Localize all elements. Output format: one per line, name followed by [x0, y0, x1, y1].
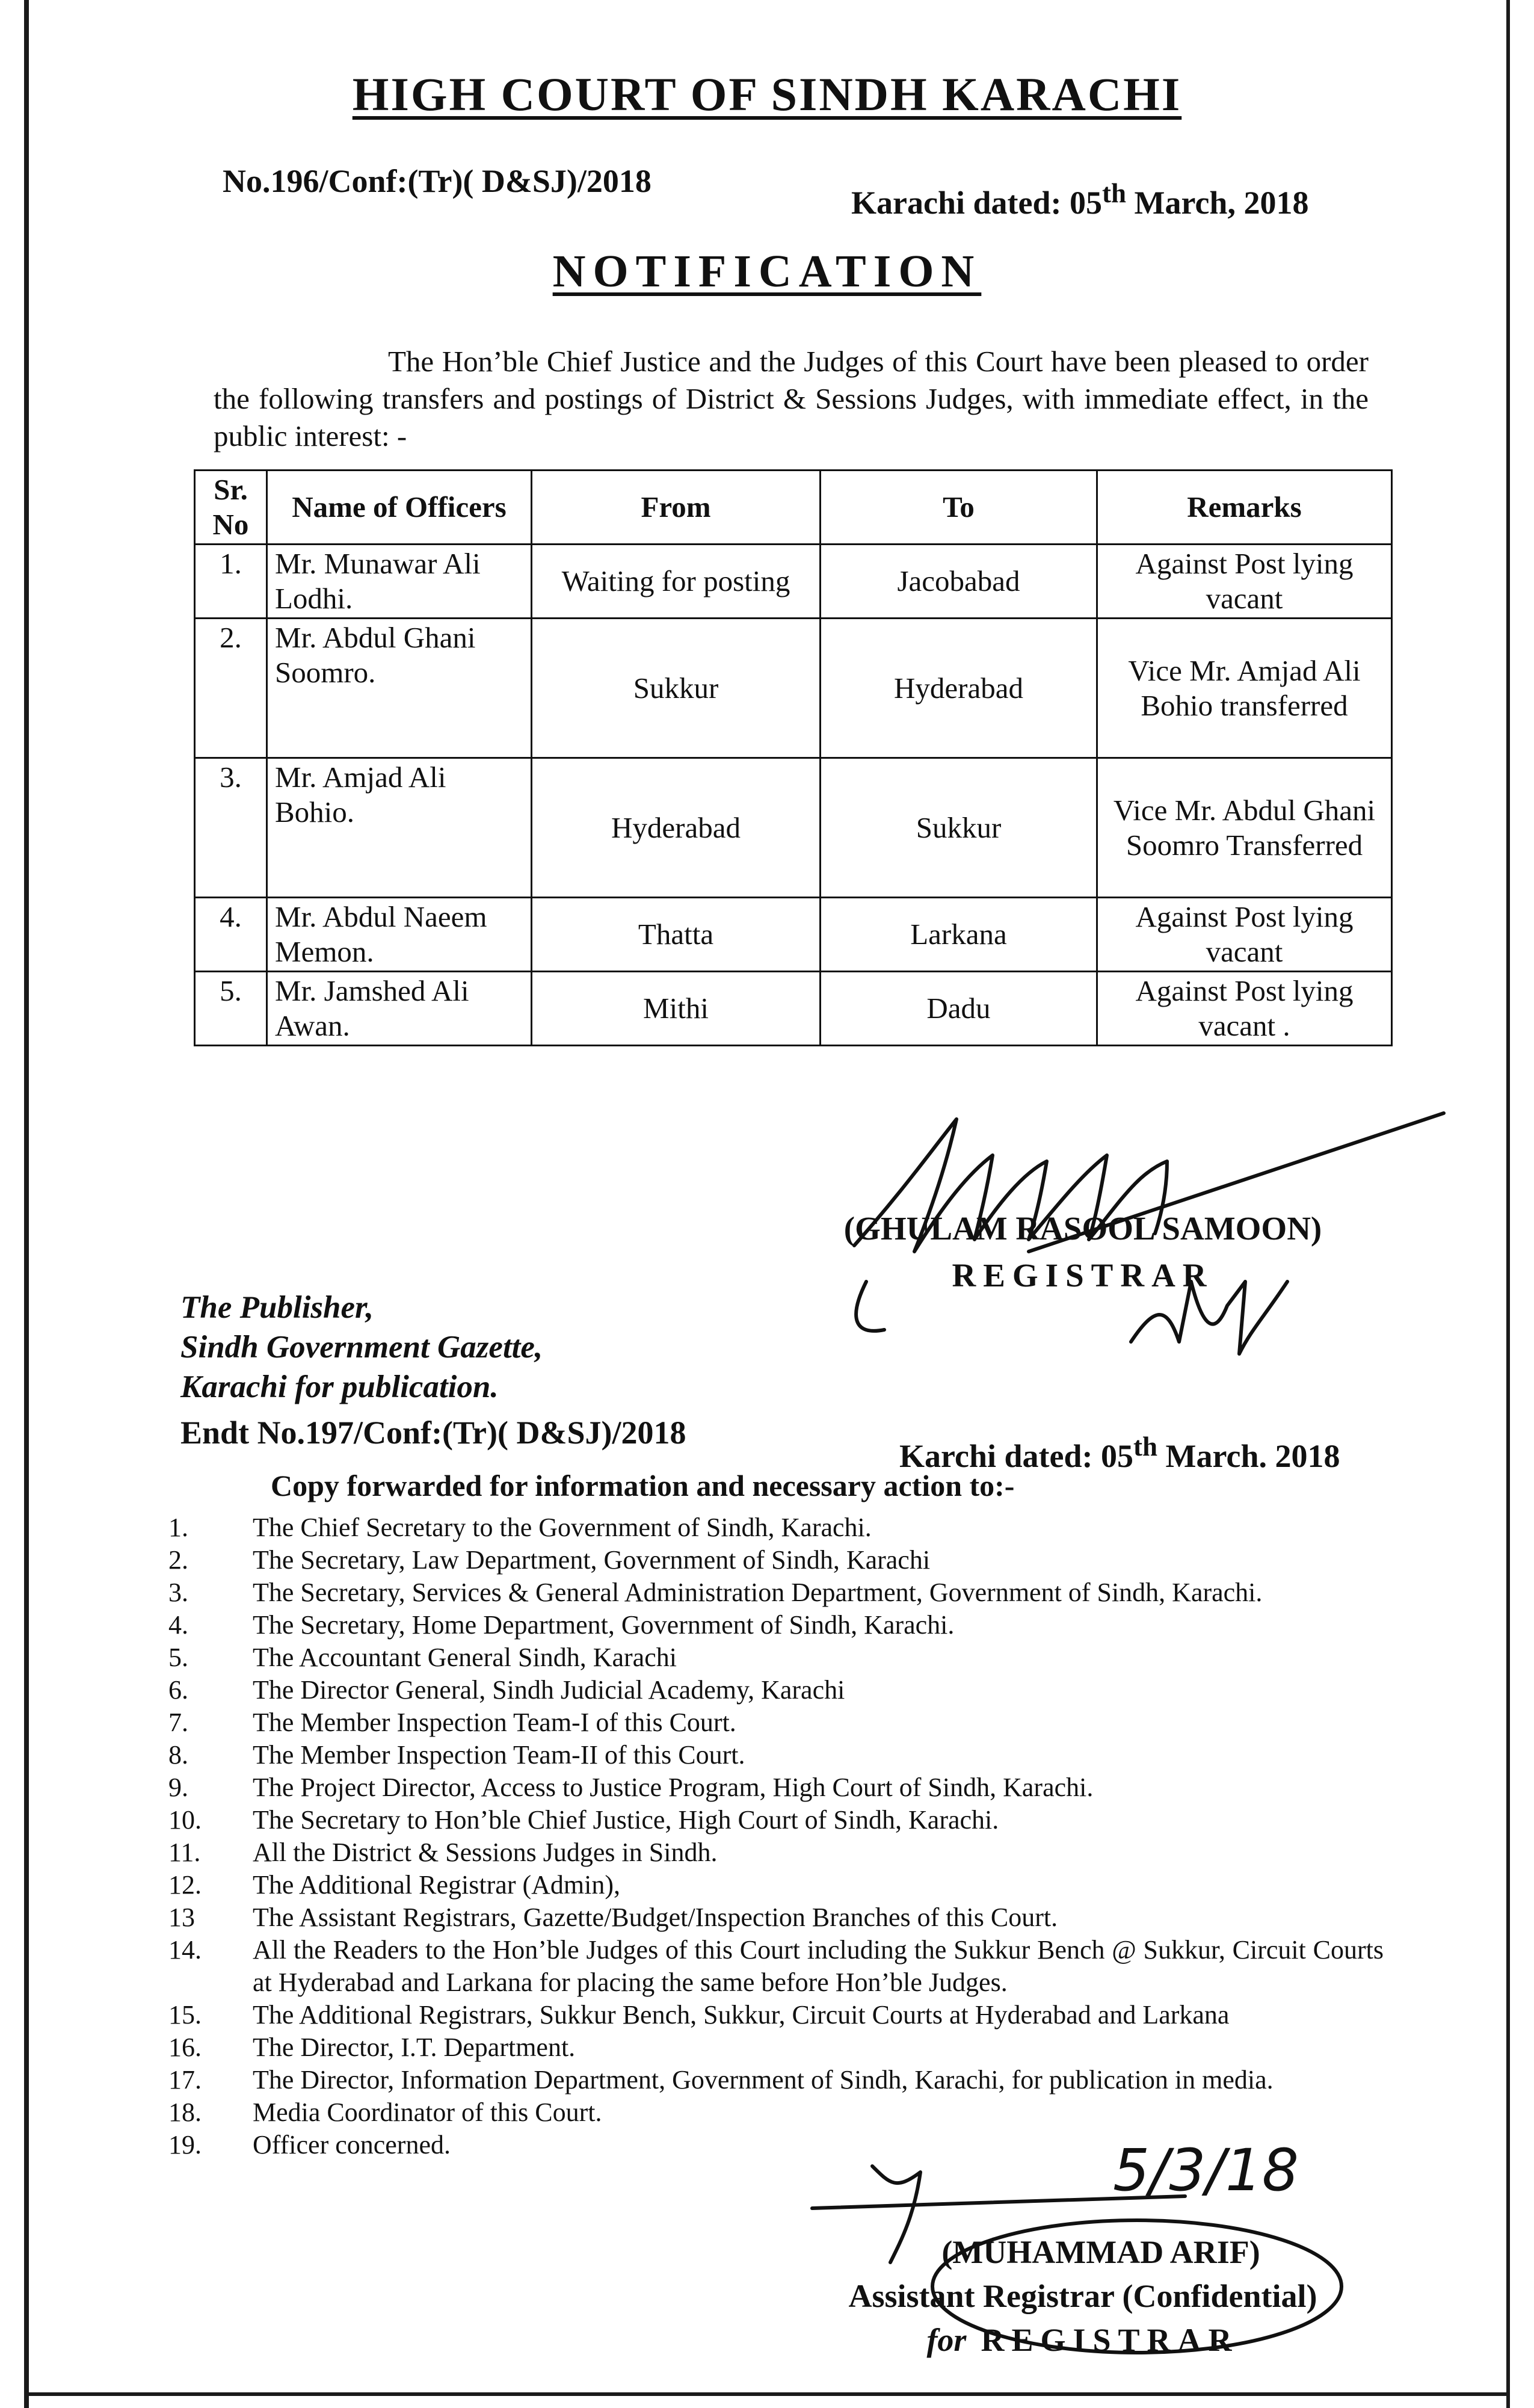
- cell-name: Mr. Munawar Ali Lodhi.: [267, 545, 532, 619]
- copy-forwarded-heading: Copy forwarded for information and necessary action to:-: [271, 1469, 1015, 1502]
- cell-sr: 2.: [195, 619, 267, 758]
- cell-from: Waiting for posting: [532, 545, 821, 619]
- assistant-registrar-designation: Assistant Registrar (Confidential): [848, 2278, 1317, 2314]
- cell-name: Mr. Abdul Naeem Memon.: [267, 898, 532, 972]
- table-row: [195, 972, 1392, 1046]
- registrar-signature-date: 5/3/18: [1275, 1330, 1314, 1345]
- list-item: 11. All the District & Sessions Judges in Sindh.: [168, 1838, 718, 1867]
- list-item: 14. All the Readers to the Hon’ble Judges of this Court including the Sukkur Bench @ Sukkur, Circuit Courts at Hyderabad and Larkana for placing the same before Hon’ble Judges.: [168, 1935, 1384, 1997]
- cell-to: Larkana: [821, 898, 1097, 972]
- table-row: [195, 619, 1392, 758]
- intro-paragraph: The Hon’ble Chief Justice and the Judges of this Court have been pleased to order the following transfers and postings of District & Sessions Judges, with immediate effect, in the public interest: -: [214, 345, 1369, 452]
- list-item: 1. The Chief Secretary to the Government of Sindh, Karachi.: [168, 1513, 872, 1542]
- publisher-line: The Publisher,: [180, 1290, 374, 1325]
- table-row: [195, 758, 1392, 898]
- list-item: 2. The Secretary, Law Department, Government of Sindh, Karachi: [168, 1545, 931, 1575]
- cell-remarks: Against Post lying vacant .: [1097, 972, 1392, 1046]
- header-from: From: [532, 471, 821, 545]
- publisher-address: [180, 1288, 543, 1407]
- header-to: To: [821, 471, 1097, 545]
- list-item: 6. The Director General, Sindh Judicial Academy, Karachi: [168, 1675, 845, 1705]
- list-item: 19. Officer concerned.: [168, 2130, 451, 2159]
- page-border-bottom: [24, 2392, 1510, 2396]
- cell-from: Mithi: [532, 972, 821, 1046]
- table-row: [195, 545, 1392, 619]
- cell-to: Hyderabad: [821, 619, 1097, 758]
- cell-to: Jacobabad: [821, 545, 1097, 619]
- list-item: 5. The Accountant General Sindh, Karachi: [168, 1643, 677, 1672]
- cell-sr: 3.: [195, 758, 267, 898]
- list-item: 9. The Project Director, Access to Justice Program, High Court of Sindh, Karachi.: [168, 1773, 1094, 1802]
- notification-date: Karachi dated: 05th March, 2018: [851, 178, 1309, 221]
- transfer-table: [194, 469, 1393, 1046]
- cell-to: Dadu: [821, 972, 1097, 1046]
- list-item: 12. The Additional Registrar (Admin),: [168, 1870, 620, 1900]
- cell-name: Mr. Jamshed Ali Awan.: [267, 972, 532, 1046]
- cell-from: Thatta: [532, 898, 821, 972]
- list-item: 15. The Additional Registrars, Sukkur Bench, Sukkur, Circuit Courts at Hyderabad and Larkana: [168, 2000, 1230, 2030]
- page-border-left: [24, 0, 29, 2408]
- list-item: 3. The Secretary, Services & General Administration Department, Government of Sindh, Karachi.: [168, 1578, 1263, 1607]
- cell-remarks: Vice Mr. Amjad Ali Bohio transferred: [1097, 619, 1392, 758]
- list-item: 7. The Member Inspection Team-I of this Court.: [168, 1708, 736, 1737]
- list-item: 17. The Director, Information Department, Government of Sindh, Karachi, for publication in media.: [168, 2065, 1274, 2095]
- publisher-line: Sindh Government Gazette,: [180, 1330, 543, 1365]
- cell-sr: 1.: [195, 545, 267, 619]
- list-item: 18. Media Coordinator of this Court.: [168, 2098, 602, 2127]
- cell-sr: 5.: [195, 972, 267, 1046]
- cell-from: Sukkur: [532, 619, 821, 758]
- cell-remarks: Against Post lying vacant: [1097, 898, 1392, 972]
- assistant-registrar-name: (MUHAMMAD ARIF): [941, 2234, 1260, 2270]
- list-item: 10. The Secretary to Hon’ble Chief Justice, High Court of Sindh, Karachi.: [168, 1805, 999, 1835]
- distribution-list: [168, 1511, 1384, 2161]
- table-header-row: [195, 471, 1392, 545]
- page-border-right: [1506, 0, 1510, 2408]
- cell-remarks: Vice Mr. Abdul Ghani Soomro Transferred: [1097, 758, 1392, 898]
- publisher-line: Karachi for publication.: [180, 1369, 499, 1404]
- cell-to: Sukkur: [821, 758, 1097, 898]
- list-item: 16. The Director, I.T. Department.: [168, 2033, 576, 2062]
- header-sr: Sr. No: [195, 471, 267, 545]
- notification-heading: NOTIFICATION: [552, 246, 982, 297]
- cell-sr: 4.: [195, 898, 267, 972]
- endorsement-date: Karchi dated: 05th March. 2018: [899, 1431, 1340, 1474]
- list-item: 13 The Assistant Registrars, Gazette/Budget/Inspection Branches of this Court.: [168, 1903, 1058, 1932]
- header-remarks: Remarks: [1097, 471, 1392, 545]
- cell-remarks: Against Post lying vacant: [1097, 545, 1392, 619]
- cell-name: Mr. Amjad Ali Bohio.: [267, 758, 532, 898]
- registrar-name: (GHULAM RASOOL SAMOON): [843, 1210, 1322, 1247]
- header-name: Name of Officers: [267, 471, 532, 545]
- for-registrar: for REGISTRAR: [926, 2322, 1239, 2358]
- endorsement-number: Endt No.197/Conf:(Tr)( D&SJ)/2018: [180, 1415, 686, 1451]
- assistant-signature-date: 5/3/18: [1113, 2137, 1299, 2204]
- cell-name: Mr. Abdul Ghani Soomro.: [267, 619, 532, 758]
- court-title: HIGH COURT OF SINDH KARACHI: [352, 68, 1182, 120]
- cell-from: Hyderabad: [532, 758, 821, 898]
- table-row: [195, 898, 1392, 972]
- reference-number: No.196/Conf:(Tr)( D&SJ)/2018: [223, 163, 651, 199]
- list-item: 4. The Secretary, Home Department, Government of Sindh, Karachi.: [168, 1610, 955, 1640]
- list-item: 8. The Member Inspection Team-II of this Court.: [168, 1740, 745, 1770]
- registrar-designation: REGISTRAR: [952, 1257, 1214, 1294]
